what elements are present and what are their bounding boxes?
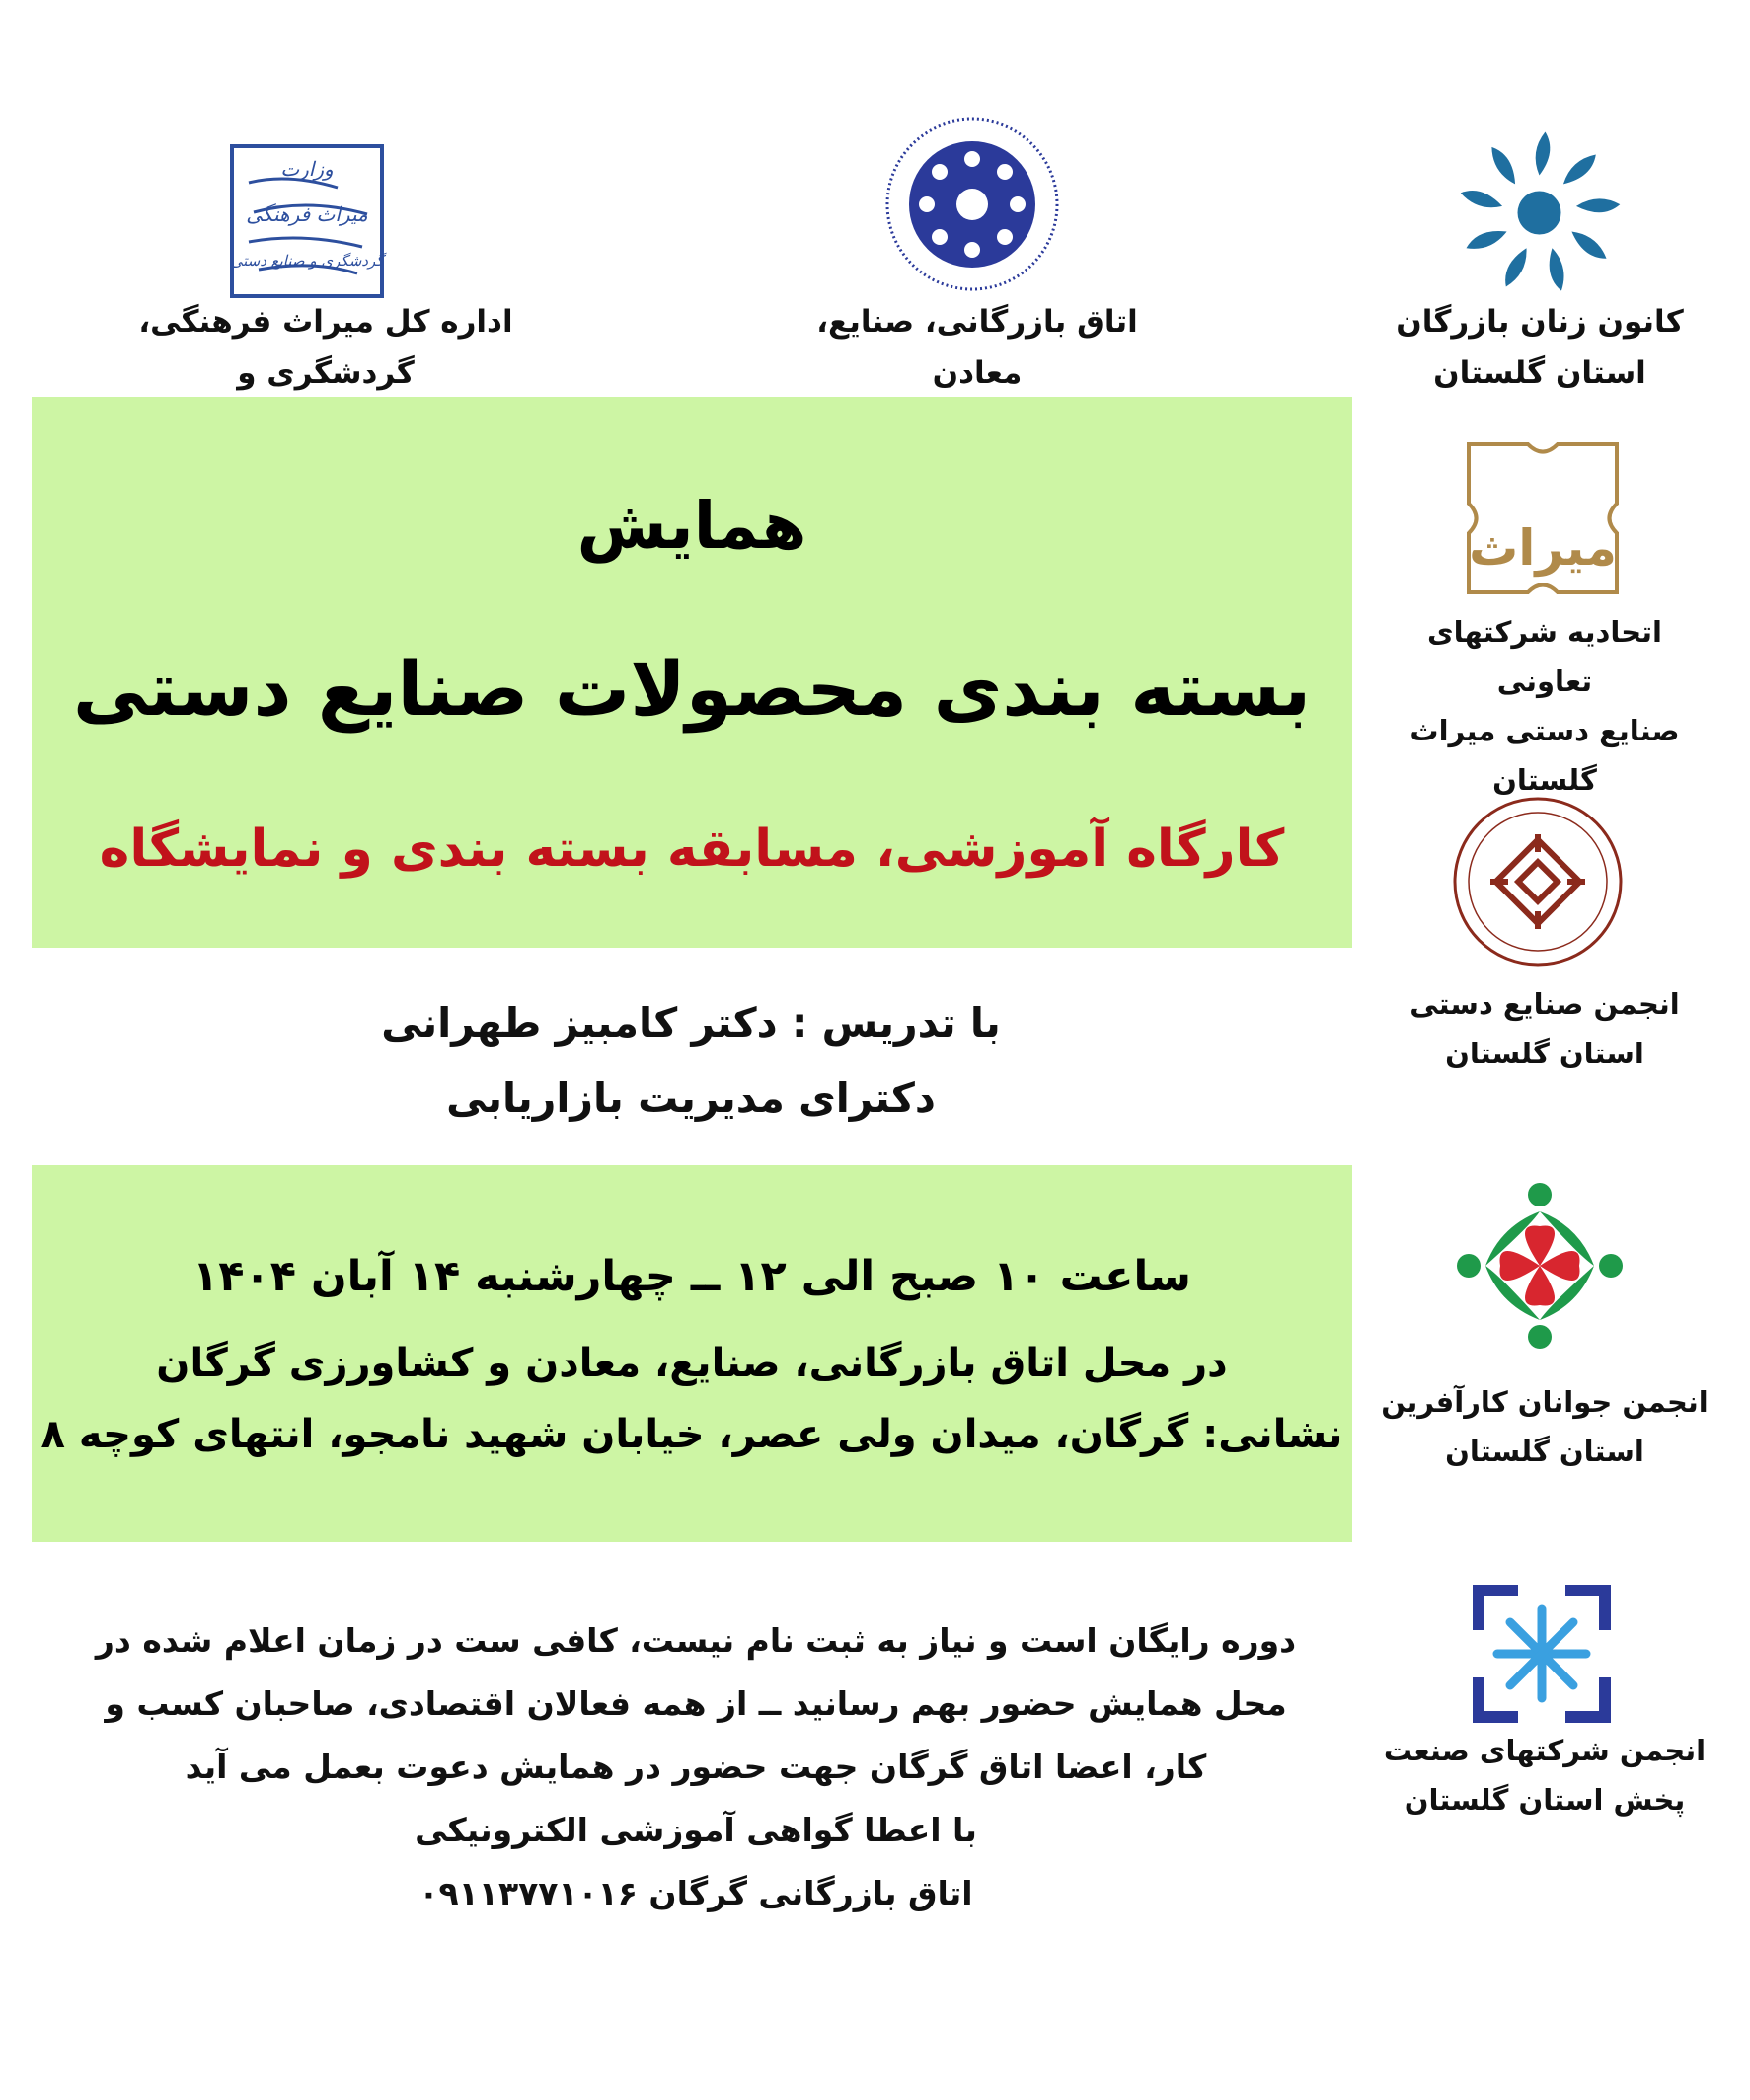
title-line1: همایش [576, 488, 807, 564]
miras-logo-text: میراث [1469, 519, 1617, 577]
union-caption-line2: صنایع دستی میراث [1409, 714, 1680, 747]
distribution-caption [1377, 1726, 1712, 1825]
teacher-block [296, 985, 1086, 1135]
young-entrepreneurs-logo [1451, 1177, 1629, 1355]
youth-caption [1377, 1377, 1712, 1476]
notes-line2: محل همایش حضور بهم رسانید ــ از همه فعالان اقتصادی، صاحبان کسب و [105, 1684, 1287, 1723]
heritage-logo-text-3: گردشگری و صنایع دستی [230, 252, 384, 270]
miras-union-logo [1459, 434, 1627, 602]
women-caption-line2: استان گلستان [1433, 355, 1646, 391]
info-panel [32, 1165, 1352, 1542]
handicrafts-caption [1392, 979, 1698, 1078]
union-caption [1377, 607, 1712, 805]
women-entrepreneurs-logo [1453, 126, 1626, 299]
youth-caption-line2: استان گلستان [1445, 1435, 1644, 1468]
notes-line1: دوره رایگان است و نیاز به ثبت نام نیست، کافی ست در زمان اعلام شده در [95, 1621, 1297, 1660]
heritage-logo-text-2: میراث فرهنگی [246, 202, 368, 226]
notes-line5: اتاق بازرگانی گرگان ۰۹۱۱۳۷۷۱۰۱۶ [418, 1874, 973, 1912]
heritage-caption-line1: اداره کل میراث فرهنگی، گردشگری و [138, 304, 513, 391]
title-line2: بسته بندی محصولات صنایع دستی [72, 645, 1312, 733]
youth-caption-line1: انجمن جوانان کارآفرین [1381, 1385, 1709, 1419]
chamber-of-commerce-logo [878, 114, 1066, 296]
distribution-caption-line1: انجمن شرکتهای صنعت [1383, 1734, 1707, 1767]
women-caption [1382, 296, 1698, 399]
address-line: نشانی: گرگان، میدان ولی عصر، خیابان شهید نامجو، انتهای کوچه ۸ [40, 1412, 1343, 1457]
handicrafts-caption-line1: انجمن صنایع دستی [1409, 987, 1680, 1021]
chamber-caption-line1: اتاق بازرگانی، صنایع، معادن [816, 304, 1138, 391]
distribution-caption-line2: پخش استان گلستان [1404, 1783, 1686, 1817]
handicrafts-association-logo [1451, 795, 1625, 969]
heritage-logo-text-1: وزارت [280, 157, 334, 181]
teacher-line2: دکترای مدیریت بازاریابی [446, 1074, 936, 1122]
time-line: ساعت ۱۰ صبح الی ۱۲ ــ چهارشنبه ۱۴ آبان ۱۴۰۴ [192, 1252, 1191, 1301]
place-line: در محل اتاق بازرگانی، صنایع، معادن و کشاورزی گرگان [156, 1341, 1228, 1386]
heritage-ministry-logo [229, 143, 385, 299]
handicrafts-caption-line2: استان گلستان [1445, 1037, 1644, 1070]
notes-line3: کار، اعضا اتاق گرگان جهت حضور در همایش دعوت بعمل می آید [185, 1748, 1207, 1786]
teacher-line1: با تدریس : دکتر کامبیز طهرانی [381, 999, 1001, 1047]
union-caption-line1: اتحادیه شرکتهای تعاونی [1427, 615, 1662, 698]
title-panel [32, 397, 1352, 948]
women-caption-line1: کانون زنان بازرگان [1396, 304, 1684, 340]
subtitle: کارگاه آموزشی، مسابقه بسته بندی و نمایشگاه [99, 819, 1285, 879]
distribution-industry-logo [1473, 1585, 1611, 1723]
notes-line4: با اعطا گواهی آموزشی الکترونیکی [415, 1811, 977, 1849]
union-caption-line3: گلستان [1492, 763, 1597, 797]
notes-block [39, 1609, 1352, 1925]
